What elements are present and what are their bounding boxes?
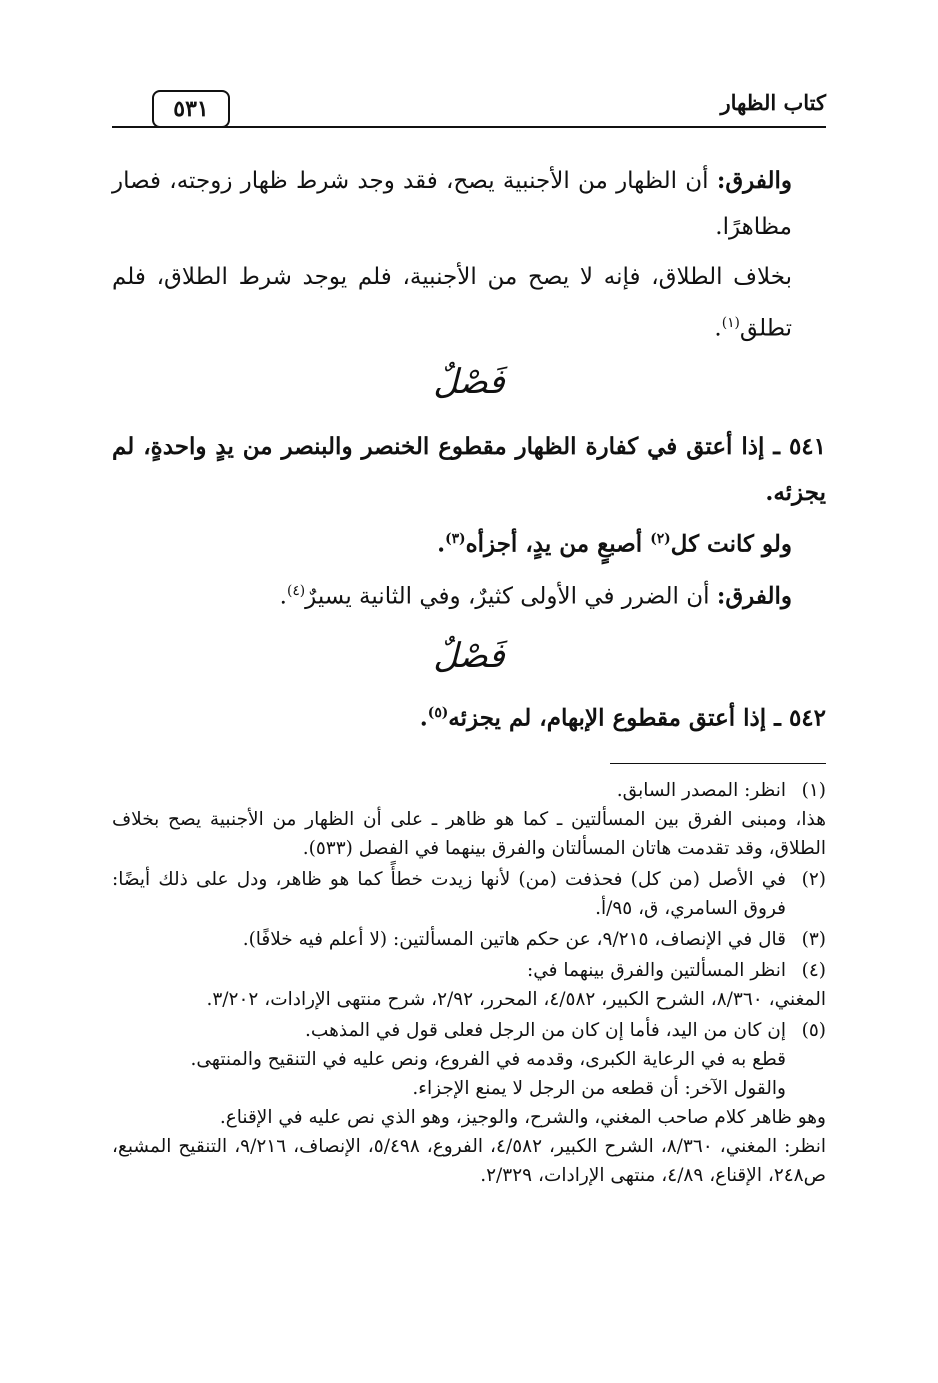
difference-text: أن الضرر في الأولى كثيرٌ، وفي الثانية يسيرٌ	[305, 583, 710, 610]
paragraph-contrast: بخلاف الطلاق، فإنه لا يصح من الأجنبية، فلم يوجد شرط الطلاق، فلم تطلق$^{(١)}$.	[112, 264, 792, 342]
footnote	[112, 865, 826, 923]
paragraph-difference-1	[112, 158, 826, 250]
footnote-number: (٤)	[801, 960, 826, 981]
footnote	[112, 1016, 826, 1190]
footnote-number: (١)	[801, 780, 826, 801]
footnote-line: انظر: المغني، ٨/٣٦٠، الشرح الكبير، ٤/٥٨٢، الفروع، ٥/٤٩٨، الإنصاف، ٩/٢١٦، التنقيح المشبع، ص٢٤٨، الإقناع، ٤/٨٩، منتهى الإرادات، ٢/٣٢٩.	[112, 1136, 826, 1186]
issue-541-second-text-b: أصبعٍ من يدٍ، أجزأه	[465, 530, 643, 558]
footnote-ref[interactable]: (٣)	[445, 531, 466, 547]
issue-541-second: ولو كانت كل$^{(٢)}$ أصبعٍ من يدٍ، أجزأه$^{(٣)}$.	[437, 530, 792, 558]
issue-541-difference: والفرق: أن الضرر في الأولى كثيرٌ، وفي الثانية يسيرٌ$^{(٤)}$.	[279, 582, 792, 610]
footnote-line: انظر المسألتين والفرق بينهما في:	[527, 960, 786, 981]
footnote-ref[interactable]: (٢)	[650, 531, 671, 547]
issue-542: ٥٤٢ ـ إذا أعتق مقطوع الإبهام، لم يجزئه$^{(٥)}$.	[419, 704, 826, 732]
page-number: ٥٣١	[152, 90, 230, 128]
footnote	[112, 956, 826, 1014]
footnote-line: انظر: المصدر السابق.	[616, 780, 786, 801]
footnote-line: إن كان من اليد، فأما إن كان من الرجل فعلى قول في المذهب.	[305, 1020, 786, 1041]
footnote-ref[interactable]: (١)	[721, 315, 740, 331]
footnote-separator	[610, 763, 826, 764]
difference-label: والفرق:	[716, 582, 792, 610]
issue-541-second-text: ولو كانت كل	[670, 530, 792, 558]
footnote-number: (٢)	[801, 869, 826, 890]
book-title: كتاب الظهار	[720, 90, 826, 115]
difference-label: والفرق:	[716, 167, 792, 194]
footnote-line: هذا، ومبنى الفرق بين المسألتين ـ كما هو ظاهر ـ على أن الظهار من الأجنبية يصح بخلاف الطلاق، وقد تقدمت هاتان المسألتان والفرق بينهما في الفصل (٥٣٣).	[112, 809, 826, 859]
footnote-line: قال في الإنصاف، ٩/٢١٥، عن حكم هاتين المسألتين: (لا أعلم فيه خلافًا).	[242, 929, 786, 950]
footnote-number: (٥)	[801, 1020, 826, 1041]
difference-text: أن الظهار من الأجنبية يصح، فقد وجد شرط ظهار زوجته، فصار مظاهرًا.	[112, 168, 792, 240]
running-header	[112, 86, 826, 136]
footnote-number: (٣)	[801, 929, 826, 950]
contrast-text: بخلاف الطلاق، فإنه لا يصح من الأجنبية، فلم يوجد شرط الطلاق، فلم تطلق	[112, 264, 792, 342]
issue-541	[112, 424, 826, 516]
footnote	[112, 776, 826, 863]
footnote-line: في الأصل (من كل) فحذفت (من) لأنها زيدت خطأً كما هو ظاهر، ودل على ذلك أيضًا: فروق السامري، ق، ٩٥/أ.	[112, 869, 786, 919]
footnote-line: قطع به في الرعاية الكبرى، وقدمه في الفروع، ونص عليه في التنقيح والمنتهى.	[190, 1049, 786, 1070]
issue-541-text: ٥٤١ ـ إذا أعتق في كفارة الظهار مقطوع الخنصر والبنصر من يدٍ واحدةٍ، لم يجزئه.	[112, 433, 826, 506]
footnote-line: وهو ظاهر كلام صاحب المغني، والشرح، والوجيز، وهو الذي نص عليه في الإقناع.	[219, 1107, 826, 1128]
issue-542-text: ٥٤٢ ـ إذا أعتق مقطوع الإبهام، لم يجزئه	[448, 704, 826, 732]
section-heading-fasl: فَصْلٌ	[433, 636, 505, 676]
footnote-ref[interactable]: (٤)	[286, 583, 306, 599]
footnote-line: المغني، ٨/٣٦٠، الشرح الكبير، ٤/٥٨٢، المحرر، ٢/٩٢، شرح منتهى الإرادات، ٣/٢٠٢.	[206, 989, 826, 1010]
footnote-ref[interactable]: (٥)	[427, 705, 449, 721]
footnotes	[112, 776, 826, 1192]
section-heading-fasl: فَصْلٌ	[433, 362, 505, 402]
footnote	[112, 925, 826, 954]
footnote-line: والقول الآخر: أن قطعه من الرجل لا يمنع الإجزاء.	[412, 1078, 786, 1099]
